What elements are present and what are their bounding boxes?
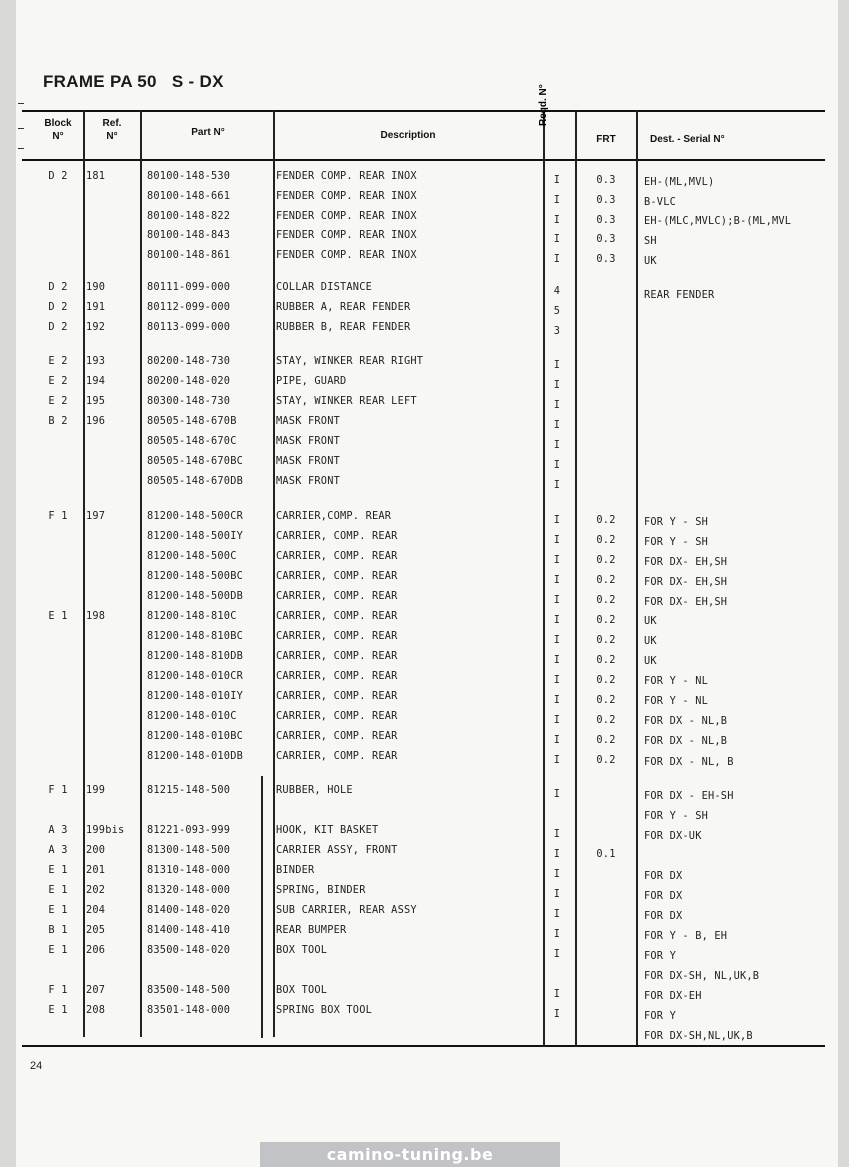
table-bottom-rule bbox=[22, 1045, 825, 1047]
part-number-cell: 80111-099-000 bbox=[147, 281, 231, 293]
quantity-cell: I bbox=[553, 594, 561, 606]
part-number-cell: 81200-148-500IY bbox=[147, 530, 243, 542]
frt-cell: 0.2 bbox=[596, 554, 616, 566]
block-cell: E 1 bbox=[48, 944, 68, 956]
block-cell: E 1 bbox=[48, 1004, 68, 1016]
header-block bbox=[40, 117, 76, 143]
part-number-cell: 80100-148-661 bbox=[147, 190, 231, 202]
description-cell: MASK FRONT bbox=[276, 435, 340, 447]
part-number-cell: 80100-148-843 bbox=[147, 229, 231, 241]
part-number-cell: 81200-148-810BC bbox=[147, 630, 243, 642]
watermark bbox=[260, 1142, 560, 1167]
part-number-cell: 81200-148-010CR bbox=[147, 670, 243, 682]
frt-cell: 0.3 bbox=[596, 194, 616, 206]
quantity-cell: I bbox=[553, 634, 561, 646]
frt-cell: 0.2 bbox=[596, 714, 616, 726]
destination-cell: REAR FENDER bbox=[644, 289, 715, 301]
destination-cell: FOR Y - NL bbox=[644, 695, 708, 707]
block-cell: D 2 bbox=[48, 170, 68, 182]
part-number-cell: 81200-148-500BC bbox=[147, 570, 243, 582]
quantity-cell: 5 bbox=[553, 305, 561, 317]
header-block-label: Block bbox=[44, 118, 72, 129]
part-number-cell: 81400-148-020 bbox=[147, 904, 231, 916]
column-divider bbox=[543, 111, 545, 1045]
header-part: Part N° bbox=[191, 127, 225, 138]
ref-cell: 199 bbox=[86, 784, 106, 796]
quantity-cell: I bbox=[553, 194, 561, 206]
part-number-cell: 81310-148-000 bbox=[147, 864, 231, 876]
description-cell: FENDER COMP. REAR INOX bbox=[276, 249, 417, 261]
frt-cell: 0.3 bbox=[596, 233, 616, 245]
frt-cell: 0.3 bbox=[596, 253, 616, 265]
header-ref bbox=[92, 117, 132, 143]
part-number-cell: 81200-148-810C bbox=[147, 610, 237, 622]
quantity-cell: 3 bbox=[553, 325, 561, 337]
destination-cell: FOR DX - NL, B bbox=[644, 756, 734, 768]
column-divider bbox=[140, 111, 142, 1037]
frt-cell: 0.2 bbox=[596, 534, 616, 546]
header-reqd: Reqd. N° bbox=[538, 84, 549, 126]
destination-cell: FOR Y - SH bbox=[644, 516, 708, 528]
frt-cell: 0.2 bbox=[596, 674, 616, 686]
part-number-cell: 80100-148-530 bbox=[147, 170, 231, 182]
description-cell: SPRING BOX TOOL bbox=[276, 1004, 372, 1016]
watermark-text: camino-tuning.be bbox=[326, 1145, 494, 1164]
description-cell: STAY, WINKER REAR RIGHT bbox=[276, 355, 424, 367]
block-cell: F 1 bbox=[48, 984, 68, 996]
ref-cell: 201 bbox=[86, 864, 106, 876]
description-cell: FENDER COMP. REAR INOX bbox=[276, 170, 417, 182]
destination-cell: UK bbox=[644, 255, 657, 267]
block-cell: E 2 bbox=[48, 395, 68, 407]
block-cell: E 2 bbox=[48, 355, 68, 367]
block-cell: B 1 bbox=[48, 924, 68, 936]
quantity-cell: I bbox=[553, 868, 561, 880]
description-cell: RUBBER, HOLE bbox=[276, 784, 353, 796]
header-ref-label: Ref. bbox=[102, 118, 122, 129]
description-cell: CARRIER, COMP. REAR bbox=[276, 730, 398, 742]
ref-cell: 190 bbox=[86, 281, 106, 293]
header-bottom-rule bbox=[22, 159, 825, 161]
part-number-cell: 81320-148-000 bbox=[147, 884, 231, 896]
frt-cell: 0.2 bbox=[596, 754, 616, 766]
column-divider bbox=[575, 111, 577, 1045]
quantity-cell: I bbox=[553, 574, 561, 586]
description-cell: FENDER COMP. REAR INOX bbox=[276, 210, 417, 222]
quantity-cell: I bbox=[553, 233, 561, 245]
block-cell: A 3 bbox=[48, 844, 68, 856]
margin-tick bbox=[18, 103, 24, 104]
destination-cell: FOR DX-EH bbox=[644, 990, 702, 1002]
destination-cell: FOR DX - NL,B bbox=[644, 715, 728, 727]
part-number-cell: 80505-148-670BC bbox=[147, 455, 243, 467]
part-number-cell: 80505-148-670C bbox=[147, 435, 237, 447]
block-cell: E 1 bbox=[48, 610, 68, 622]
destination-cell: SH bbox=[644, 235, 657, 247]
block-cell: F 1 bbox=[48, 784, 68, 796]
destination-cell: FOR Y bbox=[644, 950, 676, 962]
part-number-cell: 81200-148-500CR bbox=[147, 510, 243, 522]
frt-cell: 0.2 bbox=[596, 694, 616, 706]
frt-cell: 0.2 bbox=[596, 514, 616, 526]
quantity-cell: I bbox=[553, 694, 561, 706]
quantity-cell: I bbox=[553, 734, 561, 746]
quantity-cell: I bbox=[553, 253, 561, 265]
description-cell: CARRIER, COMP. REAR bbox=[276, 650, 398, 662]
column-divider bbox=[636, 111, 638, 1045]
block-cell: E 2 bbox=[48, 375, 68, 387]
ref-cell: 205 bbox=[86, 924, 106, 936]
part-number-cell: 83500-148-500 bbox=[147, 984, 231, 996]
destination-cell: FOR DX-UK bbox=[644, 830, 702, 842]
part-number-cell: 80505-148-670B bbox=[147, 415, 237, 427]
destination-cell: FOR DX - NL,B bbox=[644, 735, 728, 747]
part-number-cell: 80100-148-861 bbox=[147, 249, 231, 261]
description-cell: CARRIER, COMP. REAR bbox=[276, 610, 398, 622]
frt-cell: 0.2 bbox=[596, 574, 616, 586]
description-cell: FENDER COMP. REAR INOX bbox=[276, 229, 417, 241]
description-cell: CARRIER,COMP. REAR bbox=[276, 510, 392, 522]
description-cell: HOOK, KIT BASKET bbox=[276, 824, 379, 836]
table-top-rule bbox=[22, 110, 825, 112]
ref-cell: 204 bbox=[86, 904, 106, 916]
destination-cell: B-VLC bbox=[644, 196, 676, 208]
quantity-cell: I bbox=[553, 654, 561, 666]
destination-cell: FOR DX bbox=[644, 890, 683, 902]
part-number-cell: 80200-148-020 bbox=[147, 375, 231, 387]
column-divider bbox=[261, 776, 263, 1038]
quantity-cell: I bbox=[553, 214, 561, 226]
description-cell: CARRIER, COMP. REAR bbox=[276, 550, 398, 562]
quantity-cell: I bbox=[553, 714, 561, 726]
description-cell: CARRIER, COMP. REAR bbox=[276, 570, 398, 582]
quantity-cell: I bbox=[553, 514, 561, 526]
column-divider bbox=[83, 111, 85, 1037]
description-cell: BINDER bbox=[276, 864, 315, 876]
margin-tick bbox=[18, 128, 24, 129]
description-cell: CARRIER, COMP. REAR bbox=[276, 710, 398, 722]
block-cell: A 3 bbox=[48, 824, 68, 836]
header-ref-no: N° bbox=[106, 131, 118, 142]
destination-cell: FOR DX bbox=[644, 870, 683, 882]
description-cell: MASK FRONT bbox=[276, 455, 340, 467]
quantity-cell: 4 bbox=[553, 285, 561, 297]
part-number-cell: 81200-148-010C bbox=[147, 710, 237, 722]
quantity-cell: I bbox=[553, 948, 561, 960]
ref-cell: 194 bbox=[86, 375, 106, 387]
description-cell: MASK FRONT bbox=[276, 415, 340, 427]
quantity-cell: I bbox=[553, 554, 561, 566]
frt-cell: 0.3 bbox=[596, 214, 616, 226]
quantity-cell: I bbox=[553, 614, 561, 626]
ref-cell: 202 bbox=[86, 884, 106, 896]
part-number-cell: 83500-148-020 bbox=[147, 944, 231, 956]
description-cell: STAY, WINKER REAR LEFT bbox=[276, 395, 417, 407]
quantity-cell: I bbox=[553, 419, 561, 431]
description-cell: RUBBER B, REAR FENDER bbox=[276, 321, 411, 333]
ref-cell: 207 bbox=[86, 984, 106, 996]
ref-cell: 181 bbox=[86, 170, 106, 182]
destination-cell: FOR DX- EH,SH bbox=[644, 576, 728, 588]
ref-cell: 191 bbox=[86, 301, 106, 313]
column-divider bbox=[273, 111, 275, 1037]
quantity-cell: I bbox=[553, 754, 561, 766]
description-cell: COLLAR DISTANCE bbox=[276, 281, 372, 293]
ref-cell: 199bis bbox=[86, 824, 125, 836]
description-cell: REAR BUMPER bbox=[276, 924, 347, 936]
frt-cell: 0.2 bbox=[596, 614, 616, 626]
ref-cell: 196 bbox=[86, 415, 106, 427]
ref-cell: 197 bbox=[86, 510, 106, 522]
description-cell: CARRIER, COMP. REAR bbox=[276, 590, 398, 602]
description-cell: SPRING, BINDER bbox=[276, 884, 366, 896]
quantity-cell: I bbox=[553, 379, 561, 391]
quantity-cell: I bbox=[553, 888, 561, 900]
quantity-cell: I bbox=[553, 359, 561, 371]
block-cell: D 2 bbox=[48, 281, 68, 293]
description-cell: MASK FRONT bbox=[276, 475, 340, 487]
description-cell: RUBBER A, REAR FENDER bbox=[276, 301, 411, 313]
destination-cell: FOR DX- EH,SH bbox=[644, 556, 728, 568]
part-number-cell: 80112-099-000 bbox=[147, 301, 231, 313]
part-number-cell: 81200-148-500DB bbox=[147, 590, 243, 602]
part-number-cell: 80505-148-670DB bbox=[147, 475, 243, 487]
destination-cell: FOR DX-SH,NL,UK,B bbox=[644, 1030, 753, 1042]
destination-cell: FOR Y - SH bbox=[644, 536, 708, 548]
frt-cell: 0.3 bbox=[596, 174, 616, 186]
destination-cell: EH-(ML,MVL) bbox=[644, 176, 715, 188]
description-cell: CARRIER ASSY, FRONT bbox=[276, 844, 398, 856]
quantity-cell: I bbox=[553, 174, 561, 186]
description-cell: BOX TOOL bbox=[276, 944, 328, 956]
destination-cell: FOR Y bbox=[644, 1010, 676, 1022]
margin-tick bbox=[18, 148, 24, 149]
ref-cell: 193 bbox=[86, 355, 106, 367]
block-cell: E 1 bbox=[48, 884, 68, 896]
ref-cell: 198 bbox=[86, 610, 106, 622]
quantity-cell: I bbox=[553, 908, 561, 920]
description-cell: CARRIER, COMP. REAR bbox=[276, 690, 398, 702]
ref-cell: 195 bbox=[86, 395, 106, 407]
part-number-cell: 81200-148-500C bbox=[147, 550, 237, 562]
block-cell: F 1 bbox=[48, 510, 68, 522]
quantity-cell: I bbox=[553, 1008, 561, 1020]
part-number-cell: 81200-148-810DB bbox=[147, 650, 243, 662]
quantity-cell: I bbox=[553, 848, 561, 860]
part-number-cell: 81200-148-010DB bbox=[147, 750, 243, 762]
ref-cell: 206 bbox=[86, 944, 106, 956]
quantity-cell: I bbox=[553, 439, 561, 451]
part-number-cell: 81215-148-500 bbox=[147, 784, 231, 796]
destination-cell: FOR DX-SH, NL,UK,B bbox=[644, 970, 760, 982]
block-cell: E 1 bbox=[48, 864, 68, 876]
frt-cell: 0.1 bbox=[596, 848, 616, 860]
quantity-cell: I bbox=[553, 534, 561, 546]
part-number-cell: 83501-148-000 bbox=[147, 1004, 231, 1016]
header-frt: FRT bbox=[596, 134, 616, 145]
header-dest: Dest. - Serial N° bbox=[650, 134, 725, 145]
quantity-cell: I bbox=[553, 399, 561, 411]
part-number-cell: 80200-148-730 bbox=[147, 355, 231, 367]
quantity-cell: I bbox=[553, 928, 561, 940]
block-cell: D 2 bbox=[48, 301, 68, 313]
destination-cell: FOR Y - B, EH bbox=[644, 930, 728, 942]
block-cell: D 2 bbox=[48, 321, 68, 333]
ref-cell: 200 bbox=[86, 844, 106, 856]
destination-cell: UK bbox=[644, 655, 657, 667]
quantity-cell: I bbox=[553, 788, 561, 800]
header-description: Description bbox=[380, 130, 436, 141]
part-number-cell: 81300-148-500 bbox=[147, 844, 231, 856]
quantity-cell: I bbox=[553, 674, 561, 686]
frt-cell: 0.2 bbox=[596, 654, 616, 666]
quantity-cell: I bbox=[553, 479, 561, 491]
frt-cell: 0.2 bbox=[596, 594, 616, 606]
part-number-cell: 81200-148-010IY bbox=[147, 690, 243, 702]
description-cell: BOX TOOL bbox=[276, 984, 328, 996]
description-cell: CARRIER, COMP. REAR bbox=[276, 670, 398, 682]
description-cell: CARRIER, COMP. REAR bbox=[276, 530, 398, 542]
destination-cell: FOR DX - EH-SH bbox=[644, 790, 734, 802]
description-cell: PIPE, GUARD bbox=[276, 375, 347, 387]
destination-cell: FOR DX bbox=[644, 910, 683, 922]
block-cell: E 1 bbox=[48, 904, 68, 916]
destination-cell: FOR DX- EH,SH bbox=[644, 596, 728, 608]
part-number-cell: 80300-148-730 bbox=[147, 395, 231, 407]
part-number-cell: 80113-099-000 bbox=[147, 321, 231, 333]
part-number-cell: 81400-148-410 bbox=[147, 924, 231, 936]
destination-cell: UK bbox=[644, 635, 657, 647]
ref-cell: 208 bbox=[86, 1004, 106, 1016]
destination-cell: FOR Y - NL bbox=[644, 675, 708, 687]
quantity-cell: I bbox=[553, 459, 561, 471]
frt-cell: 0.2 bbox=[596, 734, 616, 746]
block-cell: B 2 bbox=[48, 415, 68, 427]
part-number-cell: 81200-148-010BC bbox=[147, 730, 243, 742]
page-title: FRAME PA 50 S - DX bbox=[43, 72, 224, 91]
quantity-cell: I bbox=[553, 828, 561, 840]
description-cell: CARRIER, COMP. REAR bbox=[276, 750, 398, 762]
quantity-cell: I bbox=[553, 988, 561, 1000]
ref-cell: 192 bbox=[86, 321, 106, 333]
destination-cell: EH-(MLC,MVLC);B-(ML,MVL bbox=[644, 215, 792, 227]
destination-cell: FOR Y - SH bbox=[644, 810, 708, 822]
destination-cell: UK bbox=[644, 615, 657, 627]
part-number-cell: 81221-093-999 bbox=[147, 824, 231, 836]
header-block-no: N° bbox=[52, 131, 64, 142]
description-cell: FENDER COMP. REAR INOX bbox=[276, 190, 417, 202]
frt-cell: 0.2 bbox=[596, 634, 616, 646]
part-number-cell: 80100-148-822 bbox=[147, 210, 231, 222]
page-number: 24 bbox=[30, 1060, 43, 1072]
description-cell: SUB CARRIER, REAR ASSY bbox=[276, 904, 417, 916]
description-cell: CARRIER, COMP. REAR bbox=[276, 630, 398, 642]
